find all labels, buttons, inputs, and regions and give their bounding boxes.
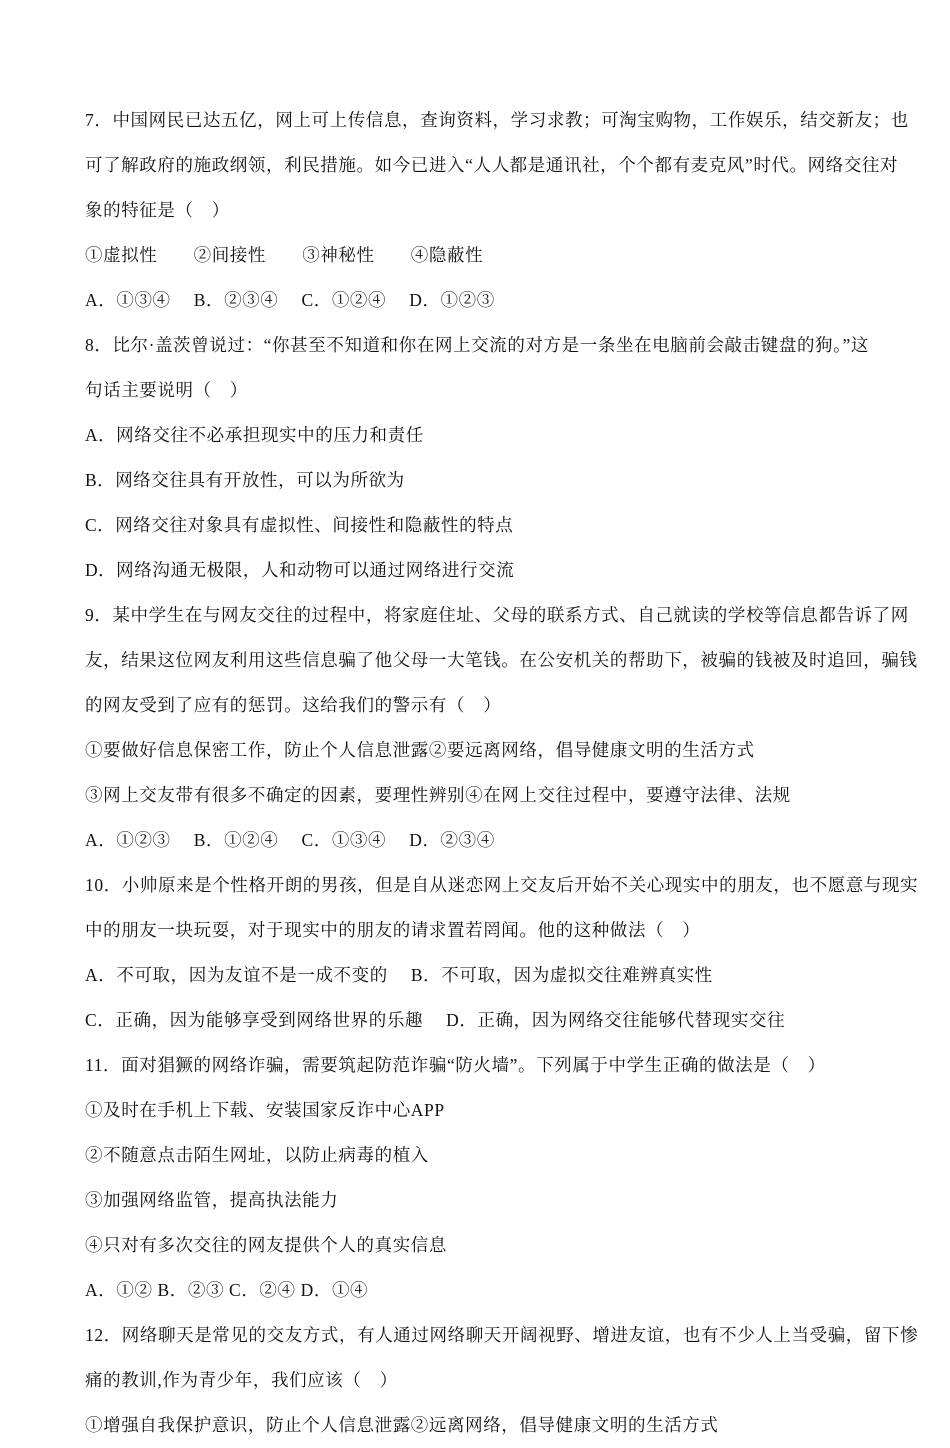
question-10-stem-line-2: 中的朋友一块玩耍，对于现实中的朋友的请求置若罔闻。他的这种做法（ ） (85, 920, 701, 940)
question-11-statement-4: ④只对有多次交往的网友提供个人的真实信息 (85, 1235, 447, 1255)
question-11-statement-3: ③加强网络监管，提高执法能力 (85, 1190, 339, 1210)
question-8-option-a (85, 413, 867, 458)
question-9-stem-line-2: 友，结果这位网友利用这些信息骗了他父母一大笔钱。在公安机关的帮助下，被骗的钱被及时追回，骗钱 (85, 650, 918, 670)
question-8-option-b-label: B． (85, 470, 116, 490)
question-7 (85, 98, 909, 323)
question-8-stem-line-1: 8．比尔·盖茨曾说过：“你甚至不知道和你在网上交流的对方是一条坐在电脑前会敲击键盘的狗。”这 (85, 335, 869, 355)
question-11-options: A．①② B．②③ C．②④ D．①④ (85, 1280, 369, 1300)
question-7-stem-line-2: 可了解政府的施政纲领，利民措施。如今已进入“人人都是通讯社，个个都有麦克风”时代。网络交往对 (85, 155, 899, 175)
question-9 (85, 593, 918, 863)
question-12-statements-line-1: ①增强自我保护意识，防止个人信息泄露②远离网络，倡导健康文明的生活方式 (85, 1415, 719, 1435)
question-8-option-a-label: A． (85, 425, 117, 445)
question-10 (85, 863, 919, 1043)
question-8 (85, 323, 867, 593)
question-9-statements-line-1: ①要做好信息保密工作，防止个人信息泄露②要远离网络，倡导健康文明的生活方式 (85, 740, 755, 760)
question-10-options-row-2: C．正确，因为能够享受到网络世界的乐趣 D．正确，因为网络交往能够代替现实交往 (85, 1010, 786, 1030)
question-10-stem-line-1: 10．小帅原来是个性格开朗的男孩，但是自从迷恋网上交友后开始不关心现实中的朋友，也不愿意与现实 (85, 875, 919, 895)
page-content (85, 98, 919, 1448)
question-8-option-b-text: 网络交往具有开放性，可以为所欲为 (115, 470, 405, 490)
question-8-option-d-text: 网络沟通无极限，人和动物可以通过网络进行交流 (116, 560, 515, 580)
question-10-options-row-1: A．不可取，因为友谊不是一成不变的 B．不可取，因为虚拟交往难辨真实性 (85, 965, 713, 985)
question-11-statement-1: ①及时在手机上下载、安装国家反诈中心APP (85, 1100, 445, 1120)
question-9-stem-line-3: 的网友受到了应有的惩罚。这给我们的警示有（ ） (85, 695, 502, 715)
question-7-stem-line-3: 象的特征是（ ） (85, 200, 230, 220)
question-7-options: A．①③④ B．②③④ C．①②④ D．①②③ (85, 290, 495, 310)
question-8-option-c-label: C． (85, 515, 116, 535)
question-8-option-c-text: 网络交往对象具有虚拟性、间接性和隐蔽性的特点 (115, 515, 514, 535)
question-7-stem-line-1: 7．中国网民已达五亿，网上可上传信息，查询资料，学习求教；可淘宝购物，工作娱乐，结交新友；也 (85, 110, 909, 130)
question-8-option-b (85, 458, 867, 503)
question-8-option-d-label: D． (85, 560, 117, 580)
question-8-stem-line-2: 句话主要说明（ ） (85, 380, 248, 400)
question-12-stem-line-1: 12．网络聊天是常见的交友方式，有人通过网络聊天开阔视野、增进友谊，也有不少人上当受骗，留下惨 (85, 1325, 919, 1345)
question-8-option-d (85, 548, 867, 593)
question-11 (85, 1043, 867, 1313)
question-11-stem-line-1: 11．面对猖獗的网络诈骗，需要筑起防范诈骗“防火墙”。下列属于中学生正确的做法是（ ） (85, 1055, 826, 1075)
question-12-stem-line-2: 痛的教训,作为青少年，我们应该（ ） (85, 1370, 398, 1390)
question-8-option-c (85, 503, 867, 548)
question-9-statements-line-2: ③网上交友带有很多不确定的因素，要理性辨别④在网上交往过程中，要遵守法律、法规 (85, 785, 791, 805)
question-8-option-a-text: 网络交往不必承担现实中的压力和责任 (116, 425, 424, 445)
question-7-statements: ①虚拟性 ②间接性 ③神秘性 ④隐蔽性 (85, 245, 484, 265)
question-9-options: A．①②③ B．①②④ C．①③④ D．②③④ (85, 830, 495, 850)
question-9-stem-line-1: 9．某中学生在与网友交往的过程中，将家庭住址、父母的联系方式、自己就读的学校等信息都告诉了网 (85, 605, 909, 625)
question-11-statement-2: ②不随意点击陌生网址，以防止病毒的植入 (85, 1145, 429, 1165)
question-12 (85, 1313, 919, 1448)
